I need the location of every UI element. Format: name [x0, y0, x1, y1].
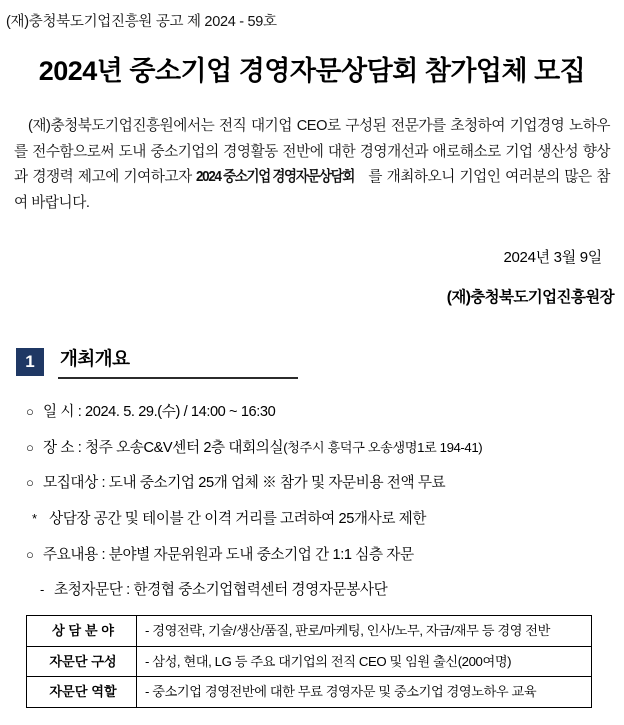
list-bullet: ○ — [26, 546, 34, 562]
list-item-value: 분야별 자문위원과 도내 중소기업 간 1:1 심층 자문 — [105, 546, 414, 563]
list-item-value: 2024. 5. 29.(수) / 14:00 ~ 16:30 — [81, 404, 276, 421]
issuing-organization: (재)충청북도기업진흥원장 — [446, 289, 614, 307]
table-row-value: - 중소기업 경영전반에 대한 무료 경영자문 및 중소기업 경영노하우 교육 — [137, 677, 592, 708]
list-item-value: 초청자문단 : 한경협 중소기업협력센터 경영자문봉사단 — [54, 582, 388, 599]
list-item — [26, 544, 624, 567]
list-bullet: ○ — [26, 475, 34, 491]
section-items — [26, 401, 624, 602]
table-row-value: - 삼성, 현대, LG 등 주요 대기업의 전직 CEO 및 임원 출신(200여명) — [137, 646, 592, 677]
list-item-label: 장 소 : — [43, 439, 82, 456]
section-title-underline — [58, 345, 298, 379]
table-row — [27, 677, 592, 708]
notice-number: (재)충청북도기업진흥원 공고 제 2024 - 59호 — [6, 14, 277, 30]
list-item-text — [43, 437, 482, 460]
list-bullet: - — [40, 582, 44, 598]
list-item-value: 청주 오송C&V센터 2층 대회의실 — [81, 439, 284, 456]
issue-date: 2024년 3월 9일 — [503, 249, 602, 267]
intro-text-part2: 를 개최하오니 기업인 여러분의 많은 참여 바랍니다. — [14, 169, 611, 211]
list-bullet: ○ — [26, 404, 34, 420]
advisory-info-table — [26, 615, 592, 708]
table-row-value: - 경영전략, 기술/생산/품질, 판로/마케팅, 인사/노무, 자금/재무 등 경영 전반 — [137, 615, 592, 646]
table-row-label: 자문단 역할 — [27, 677, 137, 708]
list-item-text — [43, 472, 445, 495]
list-item-sub: (청주시 흥덕구 오송생명1로 194-41) — [283, 439, 483, 455]
list-item-label: 모집대상 : — [43, 475, 106, 492]
list-item-text — [43, 544, 414, 567]
table-row — [27, 615, 592, 646]
table-row — [27, 646, 592, 677]
list-sub-item — [40, 579, 624, 602]
document-page — [0, 10, 624, 725]
section-number-badge: 1 — [16, 348, 44, 376]
table-row-label: 자문단 구성 — [27, 646, 137, 677]
list-bullet: * — [32, 510, 37, 526]
list-item-value: 상담장 공간 및 테이블 간 이격 거리를 고려하여 25개사로 제한 — [49, 510, 427, 527]
list-item-label: 일 시 : — [43, 404, 82, 421]
list-item — [26, 401, 624, 424]
section-title: 개최개요 — [60, 348, 130, 370]
list-item-note — [32, 508, 624, 531]
intro-emphasis: 2024 중소기업 경영자문상담회 — [196, 169, 355, 186]
intro-text-part1: (재)충청북도기업진흥원에서는 전직 대기업 CEO로 구성된 전문가를 초청하여 기업경영 노하우를 전수함으로써 도내 중소기업의 경영활동 전반에 대한 경영개선과 애로해소로 기업 생산성 향상과 경쟁력 제고에 기여하고자 — [14, 118, 610, 186]
table-row-label: 상 담 분 야 — [27, 615, 137, 646]
section-header — [16, 345, 624, 379]
list-item-value: 도내 중소기업 25개 업체 ※ 참가 및 자문비용 전액 무료 — [105, 475, 446, 492]
list-item-label: 주요내용 : — [43, 546, 106, 563]
list-bullet: ○ — [26, 439, 34, 455]
list-item — [26, 472, 624, 495]
list-item-text — [43, 401, 275, 424]
list-item — [26, 437, 624, 460]
page-title: 2024년 중소기업 경영자문상담회 참가업체 모집 — [38, 56, 586, 86]
intro-paragraph — [14, 114, 610, 216]
